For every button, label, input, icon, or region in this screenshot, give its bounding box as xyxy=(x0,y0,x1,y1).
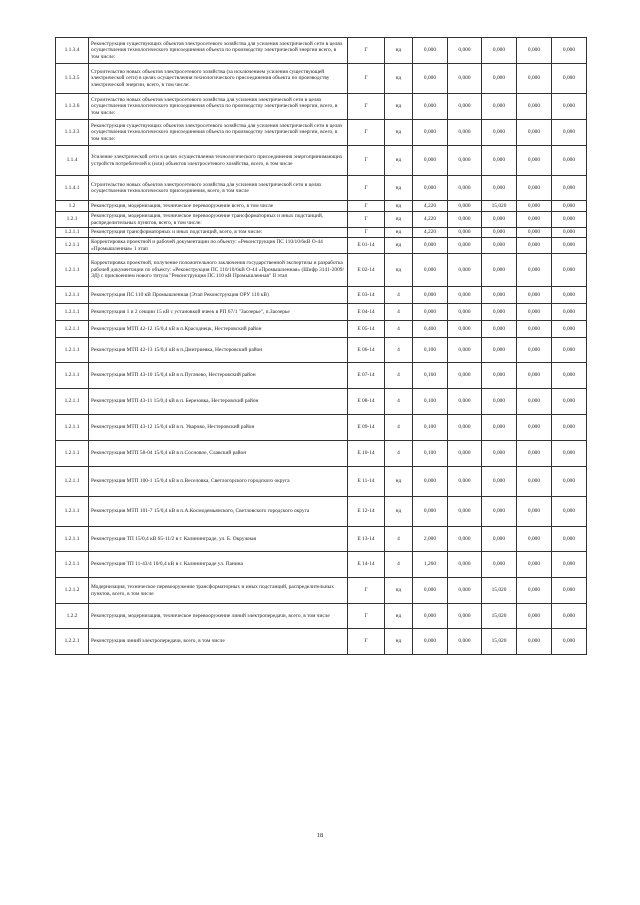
cell-v1: 0,000 xyxy=(413,287,448,304)
cell-v5: 0,000 xyxy=(552,201,587,212)
cell-name: Реконструкция существующих объектов электросетевого хозяйства для усиления электрической сети в целях осуществления технологического присоединения объекта по производству электрической энергии всего, в том числе: xyxy=(89,38,348,64)
cell-name: Реконструкция, модернизация, техническое перевооружение линий электропередачи, всего, в том числе xyxy=(89,604,348,629)
cell-v3: 0,000 xyxy=(482,321,517,338)
cell-v5: 0,000 xyxy=(552,363,587,389)
cell-v4: 0,000 xyxy=(517,578,552,604)
cell-unit: нд xyxy=(385,467,413,497)
cell-v4: 0,000 xyxy=(517,228,552,238)
cell-name: Реконструкция МТП 43-12 15/0,4 кВ в п. Уварово, Нестеровский район xyxy=(89,415,348,441)
cell-num: Е 08-14 xyxy=(348,389,385,415)
table-row xyxy=(56,467,587,497)
cell-name: Реконструкция трансформаторных и иных подстанций, всего, в том числе: xyxy=(89,228,348,238)
cell-v2: 0,000 xyxy=(448,212,482,228)
cell-v4: 0,000 xyxy=(517,467,552,497)
cell-v5: 0,000 xyxy=(552,441,587,467)
cell-num: Г xyxy=(348,201,385,212)
table-row xyxy=(56,38,587,64)
cell-v2: 0,000 xyxy=(448,64,482,94)
cell-v3: 0,000 xyxy=(482,287,517,304)
cell-v3: 0,000 xyxy=(482,304,517,321)
cell-name: Реконструкция 1 и 2 секции 15 кВ с установкой ячеек в РП 67/1 "Заозерье", п.Заозерье xyxy=(89,304,348,321)
cell-v5: 0,000 xyxy=(552,389,587,415)
cell-unit: нд xyxy=(385,94,413,120)
cell-code: 1.1.4.1 xyxy=(56,176,89,201)
cell-v5: 0,000 xyxy=(552,38,587,64)
cell-v2: 0,000 xyxy=(448,338,482,363)
cell-code: 1.2.2 xyxy=(56,604,89,629)
cell-num: Г xyxy=(348,578,385,604)
cell-v2: 0,000 xyxy=(448,228,482,238)
cell-v4: 0,000 xyxy=(517,321,552,338)
cell-unit: нд xyxy=(385,604,413,629)
cell-v1: 0,100 xyxy=(413,441,448,467)
table-row xyxy=(56,228,587,238)
cell-v3: 0,000 xyxy=(482,467,517,497)
cell-v4: 0,000 xyxy=(517,38,552,64)
cell-v2: 0,000 xyxy=(448,94,482,120)
table-row xyxy=(56,176,587,201)
cell-name: Реконструкция ТП 15/0,4 кВ 65-11/2 в г. Калининграде, ул. Б. Окружная xyxy=(89,527,348,552)
cell-v4: 0,000 xyxy=(517,604,552,629)
cell-unit: 4 xyxy=(385,552,413,578)
cell-unit: нд xyxy=(385,146,413,176)
cell-v2: 0,000 xyxy=(448,321,482,338)
cell-code: 1.2.1.1 xyxy=(56,287,89,304)
cell-code: 1.2.1.1 xyxy=(56,497,89,527)
cell-v2: 0,000 xyxy=(448,578,482,604)
cell-v4: 0,000 xyxy=(517,441,552,467)
cell-name: Корректировка проектной и рабочей документации по объекту: «Реконструкция ПС 110/10/6кВ О-44 «Промышленная» 1 этап xyxy=(89,238,348,254)
cell-v5: 0,000 xyxy=(552,552,587,578)
cell-name: Строительство новых объектов электросетевого хозяйства для усиления электрической сети в целях осуществления технологического присоединения объекта по производству электрической энергии, всего, в том числе: xyxy=(89,94,348,120)
cell-v5: 0,000 xyxy=(552,338,587,363)
cell-code: 1.1.4 xyxy=(56,146,89,176)
cell-v3: 15,020 xyxy=(482,201,517,212)
cell-v4: 0,000 xyxy=(517,389,552,415)
cell-v3: 0,000 xyxy=(482,415,517,441)
cell-code: 1.2.1.1 xyxy=(56,321,89,338)
table-row xyxy=(56,120,587,146)
cell-v5: 0,000 xyxy=(552,497,587,527)
cell-v4: 0,000 xyxy=(517,94,552,120)
cell-num: Е 01-14 xyxy=(348,238,385,254)
cell-v1: 0,000 xyxy=(413,629,448,655)
cell-v3: 0,000 xyxy=(482,389,517,415)
cell-v1: 0,160 xyxy=(413,363,448,389)
cell-v2: 0,000 xyxy=(448,629,482,655)
cell-v4: 0,000 xyxy=(517,363,552,389)
table-row xyxy=(56,338,587,363)
cell-v5: 0,000 xyxy=(552,228,587,238)
cell-v4: 0,000 xyxy=(517,254,552,287)
cell-name: Реконструкция ПС 110 кВ Промышленная (Этап Реконструкция ОРУ 110 кВ) xyxy=(89,287,348,304)
cell-v3: 0,000 xyxy=(482,176,517,201)
cell-name: Реконструкция ТП 11-43/4 10/0,4 кВ в г. Калининграде ул. Панина xyxy=(89,552,348,578)
cell-v5: 0,000 xyxy=(552,629,587,655)
table-row xyxy=(56,363,587,389)
cell-num: Г xyxy=(348,146,385,176)
cell-name: Строительство новых объектов электросетевого хозяйства для усиления электрической сети в целях осуществления технологического присоединения, всего, в том числе xyxy=(89,176,348,201)
cell-v3: 0,000 xyxy=(482,120,517,146)
cell-v2: 0,000 xyxy=(448,238,482,254)
cell-name: Корректировка проектной, получение положительного заключения государственной экспертизы и разработка рабочей документации по объекту: «Реконструкция ПС 110/10/6кВ О-44 «Промышленная» (Шифр 3141-2009/ЭД) с присвоением нового титула "Реконструкция ПС 110 кВ Промышленная" II этап xyxy=(89,254,348,287)
cell-num: Е 06-14 xyxy=(348,338,385,363)
cell-v1: 0,000 xyxy=(413,238,448,254)
cell-v2: 0,000 xyxy=(448,304,482,321)
table-row xyxy=(56,527,587,552)
cell-v5: 0,000 xyxy=(552,321,587,338)
cell-num: Е 03-14 xyxy=(348,287,385,304)
cell-code: 1.2.1.2 xyxy=(56,578,89,604)
cell-code: 1.2.1.1 xyxy=(56,415,89,441)
cell-v2: 0,000 xyxy=(448,604,482,629)
cell-v2: 0,000 xyxy=(448,176,482,201)
cell-name: Реконструкция линий электропередачи, всего, в том числе xyxy=(89,629,348,655)
cell-v1: 0,400 xyxy=(413,321,448,338)
cell-unit: 4 xyxy=(385,527,413,552)
cell-v3: 0,000 xyxy=(482,212,517,228)
cell-v5: 0,000 xyxy=(552,64,587,94)
cell-name: Реконструкция МТП 42-13 15/0,4 кВ в п.Дмитриевка, Нестеровский район xyxy=(89,338,348,363)
cell-v3: 0,000 xyxy=(482,338,517,363)
cell-unit: нд xyxy=(385,254,413,287)
cell-num: Е 07-14 xyxy=(348,363,385,389)
cell-v2: 0,000 xyxy=(448,389,482,415)
cell-v4: 0,000 xyxy=(517,527,552,552)
cell-code: 1.1.3.4 xyxy=(56,38,89,64)
cell-v1: 0,000 xyxy=(413,578,448,604)
cell-unit: 4 xyxy=(385,363,413,389)
cell-v2: 0,000 xyxy=(448,146,482,176)
cell-v5: 0,000 xyxy=(552,287,587,304)
table-row xyxy=(56,64,587,94)
cell-v3: 0,000 xyxy=(482,94,517,120)
cell-v3: 0,000 xyxy=(482,363,517,389)
cell-code: 1.2.1.1 xyxy=(56,467,89,497)
cell-v2: 0,000 xyxy=(448,363,482,389)
table-row xyxy=(56,441,587,467)
cell-v1: 0,000 xyxy=(413,38,448,64)
cell-code: 1.2.1.1 xyxy=(56,441,89,467)
cell-v3: 0,000 xyxy=(482,228,517,238)
cell-num: Г xyxy=(348,38,385,64)
cell-unit: нд xyxy=(385,578,413,604)
cell-name: Реконструкция МТП 58-04 15/0,4 кВ в п.Сосновое, Славский район xyxy=(89,441,348,467)
cell-name: Усиление электрической сети в целях осуществления технологического присоединения энергопринимающих устройств потребителей к (или) объектов электросетевого хозяйства, всего, в том числе xyxy=(89,146,348,176)
cell-v5: 0,000 xyxy=(552,238,587,254)
cell-v1: 0,000 xyxy=(413,467,448,497)
cell-v3: 0,000 xyxy=(482,527,517,552)
cell-v2: 0,000 xyxy=(448,201,482,212)
cell-unit: 4 xyxy=(385,415,413,441)
table-row xyxy=(56,238,587,254)
cell-v5: 0,000 xyxy=(552,146,587,176)
cell-v1: 4,220 xyxy=(413,228,448,238)
cell-num: Г xyxy=(348,64,385,94)
cell-num: Е 13-14 xyxy=(348,527,385,552)
table-row xyxy=(56,629,587,655)
cell-v4: 0,000 xyxy=(517,120,552,146)
cell-code: 1.2.1.1 xyxy=(56,389,89,415)
table-row xyxy=(56,415,587,441)
cell-code: 1.2.2.1 xyxy=(56,629,89,655)
page-number: 18 xyxy=(316,832,324,839)
cell-v2: 0,000 xyxy=(448,120,482,146)
cell-v4: 0,000 xyxy=(517,552,552,578)
cell-num: Е 05-14 xyxy=(348,321,385,338)
cell-v1: 4,220 xyxy=(413,201,448,212)
table-row xyxy=(56,287,587,304)
cell-v2: 0,000 xyxy=(448,497,482,527)
cell-v1: 0,000 xyxy=(413,304,448,321)
cell-v2: 0,000 xyxy=(448,552,482,578)
cell-v5: 0,000 xyxy=(552,604,587,629)
cell-unit: 4 xyxy=(385,389,413,415)
cell-num: Г xyxy=(348,94,385,120)
cell-v1: 0,100 xyxy=(413,415,448,441)
cell-code: 1.2.1.1 xyxy=(56,304,89,321)
cell-unit: нд xyxy=(385,228,413,238)
cell-num: Г xyxy=(348,629,385,655)
cell-v4: 0,000 xyxy=(517,238,552,254)
table-row xyxy=(56,321,587,338)
cell-v4: 0,000 xyxy=(517,212,552,228)
cell-v1: 0,100 xyxy=(413,338,448,363)
cell-v2: 0,000 xyxy=(448,527,482,552)
cell-name: Реконструкция существующих объектов электросетевого хозяйства для усиления электрической сети в целях осуществления технологического присоединения объекта по производству электрической энергии, всего, в том числе: xyxy=(89,120,348,146)
cell-name: Строительство новых объектов электросетевого хозяйства (за исключением усиления существующей электрической сети) в целях осуществления технологического присоединения объекта по производству электрической энергии, всего, в том числе: xyxy=(89,64,348,94)
cell-v5: 0,000 xyxy=(552,578,587,604)
cell-unit: нд xyxy=(385,497,413,527)
cell-name: Реконструкция МТП 43-10 15/0,4 кВ в п.Пугачево, Нестеровский район xyxy=(89,363,348,389)
cell-num: Е 04-14 xyxy=(348,304,385,321)
table-row xyxy=(56,578,587,604)
cell-v4: 0,000 xyxy=(517,338,552,363)
cell-v1: 1,260 xyxy=(413,552,448,578)
cell-num: Г xyxy=(348,212,385,228)
cell-name: Реконструкция МТП 42-12 15/0,4 кВ в п.Красоднецк, Нестеровский район xyxy=(89,321,348,338)
cell-v4: 0,000 xyxy=(517,415,552,441)
cell-v1: 4,220 xyxy=(413,212,448,228)
cell-v5: 0,000 xyxy=(552,176,587,201)
cell-code: 1.2.1.1 xyxy=(56,238,89,254)
table-row xyxy=(56,497,587,527)
cell-v3: 0,000 xyxy=(482,146,517,176)
cell-unit: нд xyxy=(385,120,413,146)
cell-v4: 0,000 xyxy=(517,629,552,655)
cell-num: Е 14-14 xyxy=(348,552,385,578)
cell-v5: 0,000 xyxy=(552,467,587,497)
investment-program-table xyxy=(55,37,587,655)
cell-v5: 0,000 xyxy=(552,254,587,287)
cell-v4: 0,000 xyxy=(517,146,552,176)
cell-name: Реконструкция, модернизация, техническое перевооружение всего, в том числе xyxy=(89,201,348,212)
cell-unit: нд xyxy=(385,629,413,655)
cell-v5: 0,000 xyxy=(552,94,587,120)
cell-code: 1.2.1 xyxy=(56,212,89,228)
table-row xyxy=(56,604,587,629)
cell-unit: 4 xyxy=(385,321,413,338)
cell-v3: 0,000 xyxy=(482,497,517,527)
cell-v4: 0,000 xyxy=(517,176,552,201)
cell-v1: 0,000 xyxy=(413,64,448,94)
table-row xyxy=(56,552,587,578)
cell-unit: нд xyxy=(385,38,413,64)
cell-v1: 0,000 xyxy=(413,146,448,176)
cell-v1: 2,000 xyxy=(413,527,448,552)
cell-code: 1.1.3.3 xyxy=(56,120,89,146)
cell-v1: 0,000 xyxy=(413,176,448,201)
table-row xyxy=(56,389,587,415)
cell-code: 1.2.1.1 xyxy=(56,527,89,552)
cell-v4: 0,000 xyxy=(517,287,552,304)
cell-num: Е 09-14 xyxy=(348,415,385,441)
cell-v3: 0,000 xyxy=(482,238,517,254)
cell-v5: 0,000 xyxy=(552,527,587,552)
cell-v5: 0,000 xyxy=(552,304,587,321)
cell-num: Г xyxy=(348,604,385,629)
table-row xyxy=(56,201,587,212)
cell-v2: 0,000 xyxy=(448,415,482,441)
cell-v3: 15,020 xyxy=(482,578,517,604)
cell-v3: 15,020 xyxy=(482,629,517,655)
cell-v1: 0,000 xyxy=(413,604,448,629)
table-row xyxy=(56,254,587,287)
cell-v3: 0,000 xyxy=(482,254,517,287)
cell-code: 1.1.3.5 xyxy=(56,64,89,94)
cell-code: 1.2.1.1 xyxy=(56,338,89,363)
cell-v2: 0,000 xyxy=(448,467,482,497)
cell-v4: 0,000 xyxy=(517,497,552,527)
cell-unit: нд xyxy=(385,212,413,228)
cell-v2: 0,000 xyxy=(448,38,482,64)
cell-v2: 0,000 xyxy=(448,441,482,467)
cell-v1: 0,000 xyxy=(413,94,448,120)
cell-v2: 0,000 xyxy=(448,287,482,304)
cell-name: Реконструкция МТП 101-7 15/0,4 кВ в п.А.Космодемьянского, Светловского городского округа xyxy=(89,497,348,527)
cell-unit: 4 xyxy=(385,304,413,321)
cell-num: Е 11-14 xyxy=(348,467,385,497)
cell-v4: 0,000 xyxy=(517,64,552,94)
cell-v1: 0,000 xyxy=(413,120,448,146)
cell-v1: 0,000 xyxy=(413,254,448,287)
cell-code: 1.2.1.1 xyxy=(56,254,89,287)
cell-unit: нд xyxy=(385,238,413,254)
cell-code: 1.2.1.1 xyxy=(56,228,89,238)
cell-num: Г xyxy=(348,120,385,146)
cell-v3: 0,000 xyxy=(482,38,517,64)
cell-num: Г xyxy=(348,228,385,238)
cell-num: Е 10-14 xyxy=(348,441,385,467)
cell-unit: нд xyxy=(385,176,413,201)
cell-unit: 4 xyxy=(385,338,413,363)
cell-num: Е 12-14 xyxy=(348,497,385,527)
cell-name: Реконструкция, модернизация, техническое перевооружение трансформаторных и иных подстанций, распределительных пунктов, всего, в том числе: xyxy=(89,212,348,228)
cell-v5: 0,000 xyxy=(552,415,587,441)
cell-code: 1.2.1.1 xyxy=(56,552,89,578)
cell-unit: нд xyxy=(385,201,413,212)
cell-code: 1.2.1.1 xyxy=(56,363,89,389)
cell-name: Реконструкция МТП 100-1 15/0,4 кВ в п.Веселовка, Светлогорского городского округа xyxy=(89,467,348,497)
table-row xyxy=(56,304,587,321)
cell-v5: 0,000 xyxy=(552,212,587,228)
cell-code: 1.2 xyxy=(56,201,89,212)
cell-unit: 4 xyxy=(385,441,413,467)
cell-v4: 0,000 xyxy=(517,304,552,321)
cell-v4: 0,000 xyxy=(517,201,552,212)
cell-v3: 0,000 xyxy=(482,552,517,578)
table-row xyxy=(56,146,587,176)
cell-v3: 0,000 xyxy=(482,64,517,94)
cell-num: Е 02-14 xyxy=(348,254,385,287)
cell-v5: 0,000 xyxy=(552,120,587,146)
cell-v2: 0,000 xyxy=(448,254,482,287)
cell-v3: 15,020 xyxy=(482,604,517,629)
cell-unit: 4 xyxy=(385,287,413,304)
table-row xyxy=(56,94,587,120)
cell-v3: 0,000 xyxy=(482,441,517,467)
cell-v1: 0,100 xyxy=(413,389,448,415)
table-row xyxy=(56,212,587,228)
cell-name: Реконструкция МТП 43-11 15/0,4 кВ в п. Березовка, Нестеровский район xyxy=(89,389,348,415)
cell-code: 1.1.3.6 xyxy=(56,94,89,120)
cell-unit: нд xyxy=(385,64,413,94)
cell-num: Г xyxy=(348,176,385,201)
cell-v1: 0,000 xyxy=(413,497,448,527)
cell-name: Модернизация, техническое перевооружение трансформаторных и иных подстанций, распределительных пунктов, всего, в том числе xyxy=(89,578,348,604)
